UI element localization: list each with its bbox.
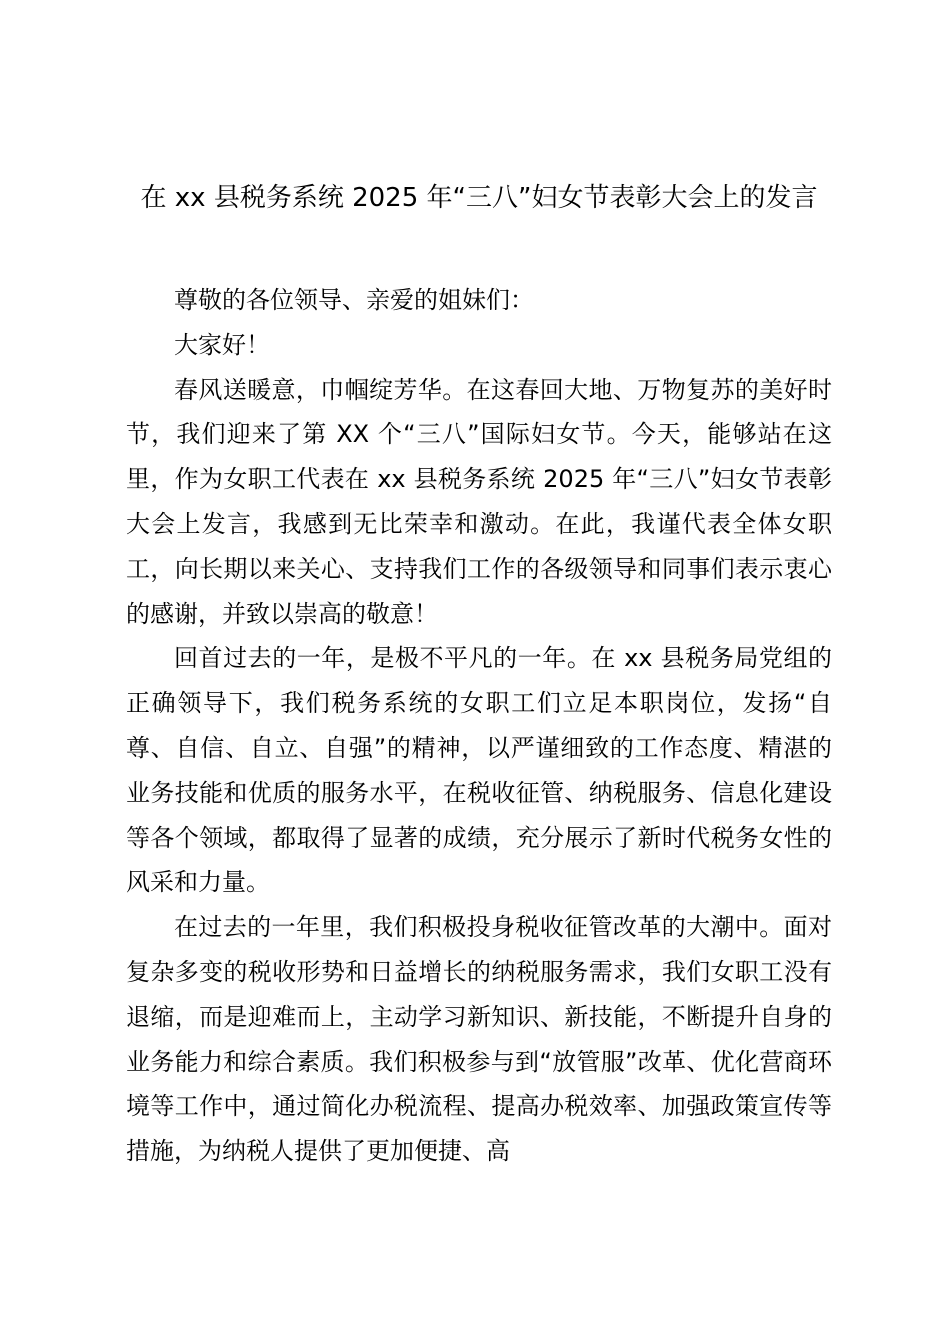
paragraph-2: 回首过去的一年，是极不平凡的一年。在 xx 县税务局党组的正确领导下，我们税务系统的女职工们立足本职岗位，发扬“自尊、自信、自立、自强”的精神，以严谨细致的工作态度、精湛的业务技能和优质的服务水平，在税收征管、纳税服务、信息化建设等各个领域，都取得了显著的成绩，充分展示了新时代税务女性的风采和力量。 [126, 644, 832, 897]
paragraph-3: 在过去的一年里，我们积极投身税收征管改革的大潮中。面对复杂多变的税收形势和日益增长的纳税服务需求，我们女职工没有退缩，而是迎难而上，主动学习新知识、新技能，不断提升自身的业务能力和综合素质。我们积极参与到“放管服”改革、优化营商环境等工作中，通过简化办税流程、提高办税效率、加强政策宣传等措施，为纳税人提供了更加便捷、高 [126, 913, 832, 1166]
salutation: 尊敬的各位领导、亲爱的姐妹们： [174, 286, 534, 314]
document-title: 在 xx 县税务系统 2025 年“三八”妇女节表彰大会上的发言 [140, 183, 818, 213]
document-body [126, 278, 832, 1174]
paragraph-1: 春风送暖意，巾帼绽芳华。在这春回大地、万物复苏的美好时节，我们迎来了第 XX 个“三八”国际妇女节。今天，能够站在这里，作为女职工代表在 xx 县税务系统 2025 年“三八”妇女节表彰大会上发言，我感到无比荣幸和激动。在此，我谨代表全体女职工，向长期以来关心、支持我们工作的各级领导和同事们表示衷心的感谢，并致以崇高的敬意！ [126, 375, 832, 628]
greeting: 大家好！ [174, 330, 270, 359]
